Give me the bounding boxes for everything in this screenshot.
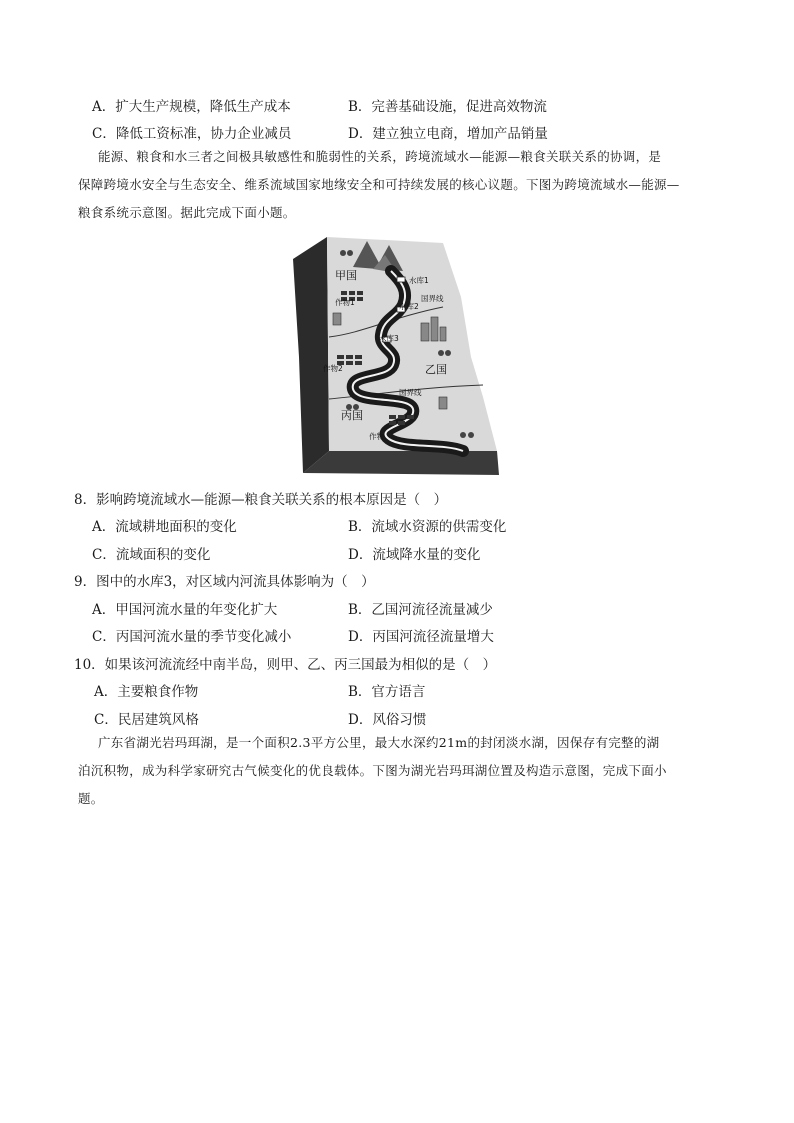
- label-border1: 国界线: [421, 294, 444, 303]
- passage2-line2: 泊沉积物，成为科学家研究古气候变化的优良载体。下图为湖光岩玛珥湖位置及构造示意图，完成下面小: [78, 763, 667, 778]
- passage2-line1: 广东省湖光岩玛珥湖，是一个面积2.3平方公里，最大水深约21m的封闭淡水湖，因保存有完整的湖: [98, 735, 660, 750]
- terrain-bottom-face: [303, 451, 499, 475]
- label-reservoir3: 水库3: [379, 334, 399, 343]
- q7-option-a[interactable]: A．扩大生产规模，降低生产成本: [92, 99, 291, 115]
- q10-option-c[interactable]: C．民居建筑风格: [94, 712, 199, 728]
- label-crop1: 作物1: [335, 298, 355, 307]
- q10-options-row-2: [0, 708, 794, 730]
- q7-option-b[interactable]: B．完善基础设施，促进高效物流: [348, 99, 547, 115]
- passage-water-energy-food: [78, 143, 738, 227]
- q9-option-b[interactable]: B．乙国河流径流量减少: [348, 602, 493, 618]
- passage1-line2: 保障跨境水安全与生态安全、维系流域国家地缘安全和可持续发展的核心议题。下图为跨境流域水—能源—: [78, 177, 680, 192]
- q9-option-d[interactable]: D．丙国河流径流量增大: [348, 629, 494, 645]
- label-reservoir1: 水库1: [409, 276, 429, 285]
- q10-option-b[interactable]: B．官方语言: [348, 684, 426, 700]
- passage1-line3: 粮食系统示意图。据此完成下面小题。: [78, 205, 296, 220]
- q9-stem: 9．图中的水库3，对区域内河流具体影响为（ ）: [74, 574, 375, 590]
- passage1-line1: 能源、粮食和水三者之间极具敏感性和脆弱性的关系，跨境流域水—能源—粮食关联关系的协调，是: [98, 149, 662, 164]
- q10-option-d[interactable]: D．风俗习惯: [348, 712, 427, 728]
- label-crop2: 作物2: [323, 364, 343, 373]
- label-reservoir2: 水库2: [399, 302, 419, 311]
- q9-option-c[interactable]: C．丙国河流水量的季节变化减小: [92, 629, 292, 645]
- label-country-b: 乙国: [425, 363, 447, 376]
- reservoir1-dam: [397, 277, 405, 282]
- label-border2: 国界线: [399, 388, 422, 397]
- terrain-side-face: [293, 237, 329, 473]
- q7-option-c[interactable]: C．降低工资标准，协力企业减员: [92, 126, 292, 142]
- q8-options-row-2: [0, 543, 794, 565]
- basin-diagram-svg: [293, 237, 503, 477]
- q8-option-d[interactable]: D．流域降水量的变化: [348, 547, 481, 563]
- passage2-line3: 题。: [78, 791, 104, 806]
- q7-options-row-2: [0, 122, 794, 144]
- q8-option-a[interactable]: A．流域耕地面积的变化: [92, 519, 237, 535]
- basin-diagram: [293, 237, 503, 477]
- q8-stem: 8．影响跨境流域水—能源—粮食关联关系的根本原因是（ ）: [74, 492, 448, 508]
- q10-options-row-1: [0, 680, 794, 702]
- passage-maar-lake: [78, 729, 738, 813]
- q10-option-a[interactable]: A．主要粮食作物: [94, 684, 199, 700]
- q10-stem: 10．如果该河流流经中南半岛，则甲、乙、丙三国最为相似的是（ ）: [74, 657, 497, 673]
- q8-options-row-1: [0, 515, 794, 537]
- q8-option-b[interactable]: B．流域水资源的供需变化: [348, 519, 507, 535]
- q7-options-row-1: [0, 95, 794, 117]
- q9-options-row-2: [0, 625, 794, 647]
- q7-option-d[interactable]: D．建立独立电商，增加产品销量: [348, 126, 548, 142]
- label-crop3: 作物: [369, 432, 384, 441]
- label-country-c: 丙国: [341, 409, 363, 422]
- q8-option-c[interactable]: C．流域面积的变化: [92, 547, 211, 563]
- q9-option-a[interactable]: A．甲国河流水量的年变化扩大: [92, 602, 278, 618]
- q9-options-row-1: [0, 598, 794, 620]
- label-country-a: 甲国: [335, 269, 357, 282]
